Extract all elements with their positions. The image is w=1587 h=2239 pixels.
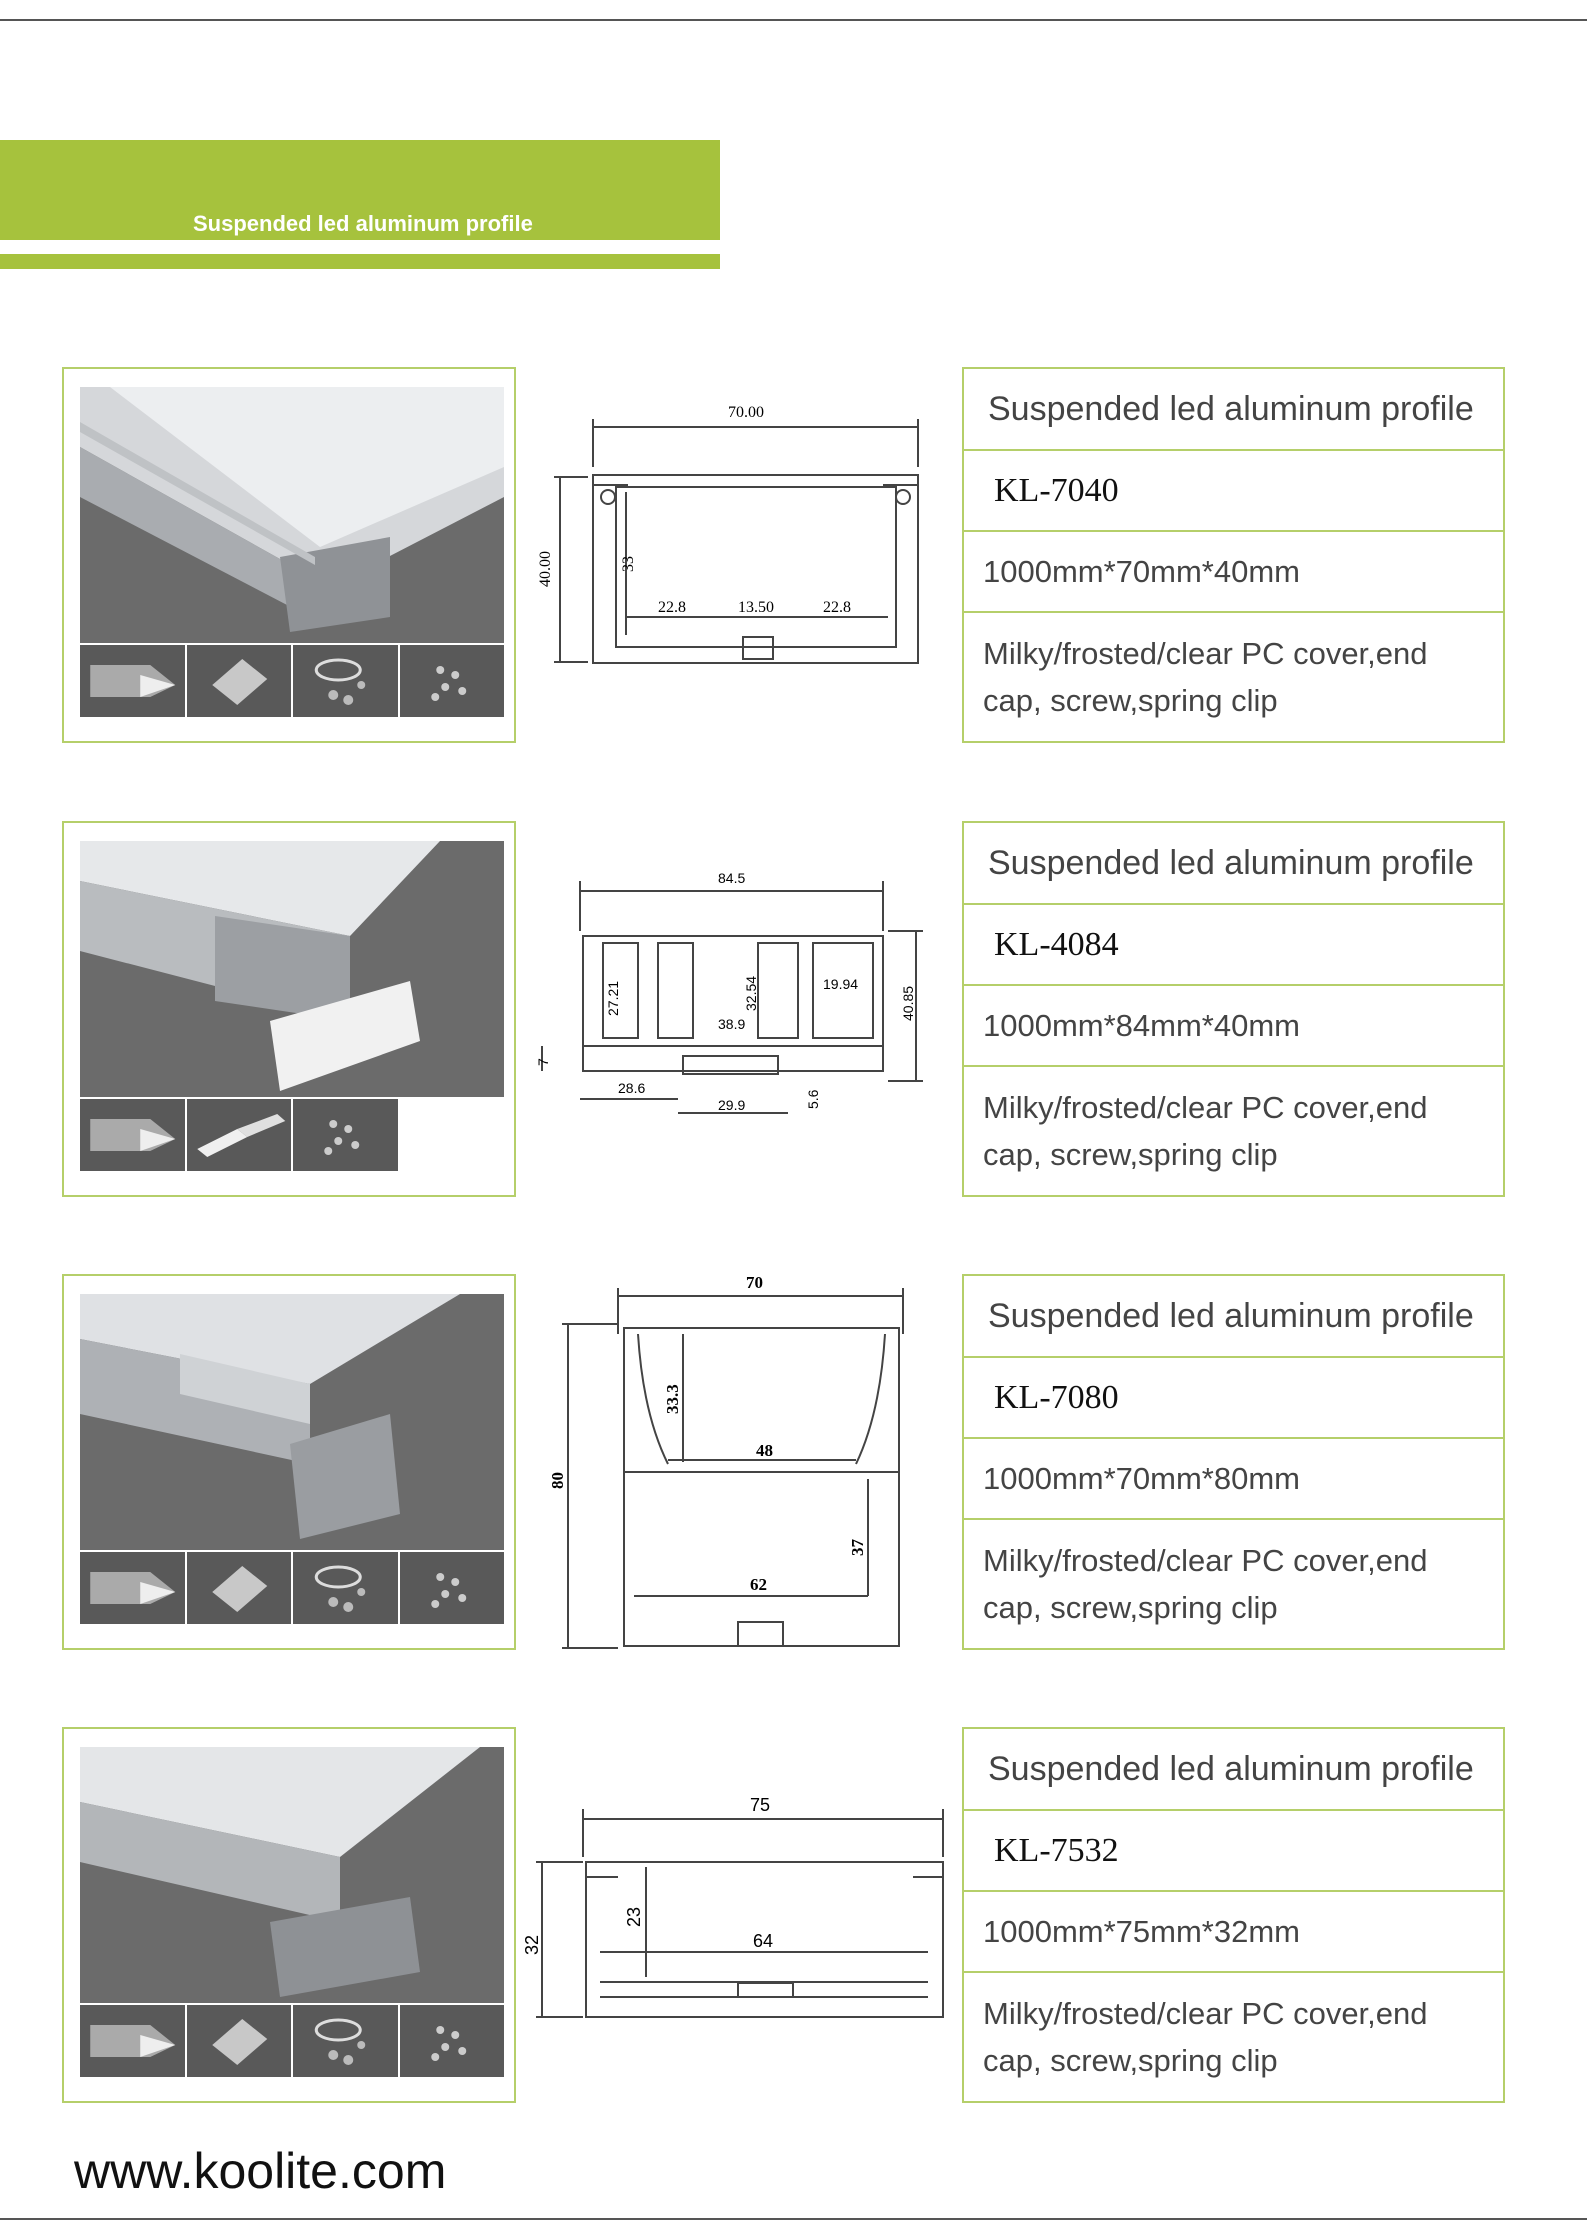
dim-base-label: 64 [753, 1931, 774, 1951]
screws-thumbnail [400, 2005, 505, 2077]
product-photo-frame [62, 367, 516, 743]
footer-website-url: www.koolite.com [74, 2143, 447, 2199]
profile-cross-section-drawing [528, 1274, 948, 1650]
top-rule [0, 19, 1587, 21]
product-photo-frame [62, 1274, 516, 1650]
product-photo [80, 387, 504, 643]
dim-mid-label: 48 [756, 1441, 773, 1460]
profile-cross-section-drawing [528, 367, 948, 743]
pc-cover-thumbnail [80, 645, 185, 717]
product-card-kl-7532 [0, 1727, 1587, 2107]
dim-d5-label: 7 [535, 1058, 551, 1066]
product-photo [80, 1747, 504, 2003]
end-cap-thumbnail [187, 2005, 292, 2077]
pc-cover-thumbnail [80, 2005, 185, 2077]
spec-accessories: Milky/frosted/clear PC cover,end cap, screw,spring clip [983, 1090, 1428, 1172]
dim-d1-label: 27.21 [605, 980, 621, 1016]
spec-accessories: Milky/frosted/clear PC cover,end cap, screw,spring clip [983, 1996, 1428, 2078]
spec-model: KL-7040 [994, 471, 1119, 509]
product-photo [80, 841, 504, 1097]
spec-title: Suspended led aluminum profile [988, 843, 1474, 882]
spec-table [962, 821, 1505, 1197]
pc-cover-thumbnail [80, 1552, 185, 1624]
spec-size: 1000mm*70mm*40mm [983, 553, 1300, 589]
dim-d2-label: 32.54 [743, 975, 759, 1011]
dim-width-label: 75 [750, 1795, 771, 1815]
spec-model: KL-4084 [994, 925, 1119, 963]
empty-thumbnail [400, 1099, 505, 1171]
spec-model: KL-7080 [994, 1378, 1119, 1416]
banner-stripe [0, 254, 720, 269]
dim-base-label: 62 [750, 1575, 767, 1594]
dim-width-label: 70.00 [728, 404, 764, 421]
product-card-kl-7040 [0, 367, 1587, 747]
spec-title: Suspended led aluminum profile [988, 389, 1474, 428]
product-card-kl-7080 [0, 1274, 1587, 1654]
banner-title: Suspended led aluminum profile [193, 211, 533, 236]
accessory-thumbnails [80, 1099, 504, 1171]
product-photo [80, 1294, 504, 1550]
screws-thumbnail [400, 1552, 505, 1624]
dim-center-label: 13.50 [738, 599, 774, 616]
spec-accessories: Milky/frosted/clear PC cover,end cap, screw,spring clip [983, 1543, 1428, 1625]
dim-height-label: 32 [522, 1934, 542, 1955]
dim-inner-label: 33 [620, 556, 637, 572]
product-card-kl-4084 [0, 821, 1587, 1201]
profile-cross-section-drawing [522, 1727, 948, 2103]
spring-clip-thumbnail [293, 1552, 398, 1624]
dim-height-label: 80 [548, 1472, 567, 1489]
spec-table [962, 1727, 1505, 2103]
dim-lower-label: 37 [848, 1539, 867, 1556]
spec-table [962, 1274, 1505, 1650]
dim-d7-label: 29.9 [718, 1097, 746, 1113]
spec-accessories: Milky/frosted/clear PC cover,end cap, screw,spring clip [983, 636, 1428, 718]
dim-height-label: 40.00 [537, 551, 554, 587]
spec-model: KL-7532 [994, 1831, 1119, 1869]
screws-thumbnail [293, 1099, 398, 1171]
spec-table [962, 367, 1505, 743]
dim-left-label: 22.8 [658, 599, 686, 616]
spec-size: 1000mm*84mm*40mm [983, 1007, 1300, 1043]
dim-width-label: 84.5 [718, 870, 746, 886]
spec-title: Suspended led aluminum profile [988, 1296, 1474, 1335]
dim-inner-label: 23 [624, 1906, 644, 1927]
bottom-rule [0, 2218, 1587, 2220]
dim-width-label: 70 [746, 1273, 763, 1292]
end-cap-thumbnail [187, 1552, 292, 1624]
spring-clip-thumbnail [293, 2005, 398, 2077]
spring-clip-thumbnail [293, 645, 398, 717]
dim-d3-label: 19.94 [823, 976, 859, 992]
dim-height-label: 40.85 [900, 985, 916, 1021]
spec-size: 1000mm*70mm*80mm [983, 1460, 1300, 1496]
spec-size: 1000mm*75mm*32mm [983, 1913, 1300, 1949]
accessory-thumbnails [80, 2005, 504, 2077]
end-cap-thumbnail [187, 1099, 292, 1171]
accessory-thumbnails [80, 645, 504, 717]
dim-d4-label: 38.9 [718, 1016, 746, 1032]
dim-d8-label: 5.6 [805, 1089, 821, 1109]
profile-cross-section-drawing [528, 821, 948, 1197]
dim-right-label: 22.8 [823, 599, 851, 616]
dim-d6-label: 28.6 [618, 1080, 646, 1096]
dim-upper-label: 33.3 [663, 1384, 682, 1414]
screws-thumbnail [400, 645, 505, 717]
accessory-thumbnails [80, 1552, 504, 1624]
pc-cover-thumbnail [80, 1099, 185, 1171]
spec-title: Suspended led aluminum profile [988, 1749, 1474, 1788]
product-photo-frame [62, 821, 516, 1197]
end-cap-thumbnail [187, 645, 292, 717]
product-photo-frame [62, 1727, 516, 2103]
